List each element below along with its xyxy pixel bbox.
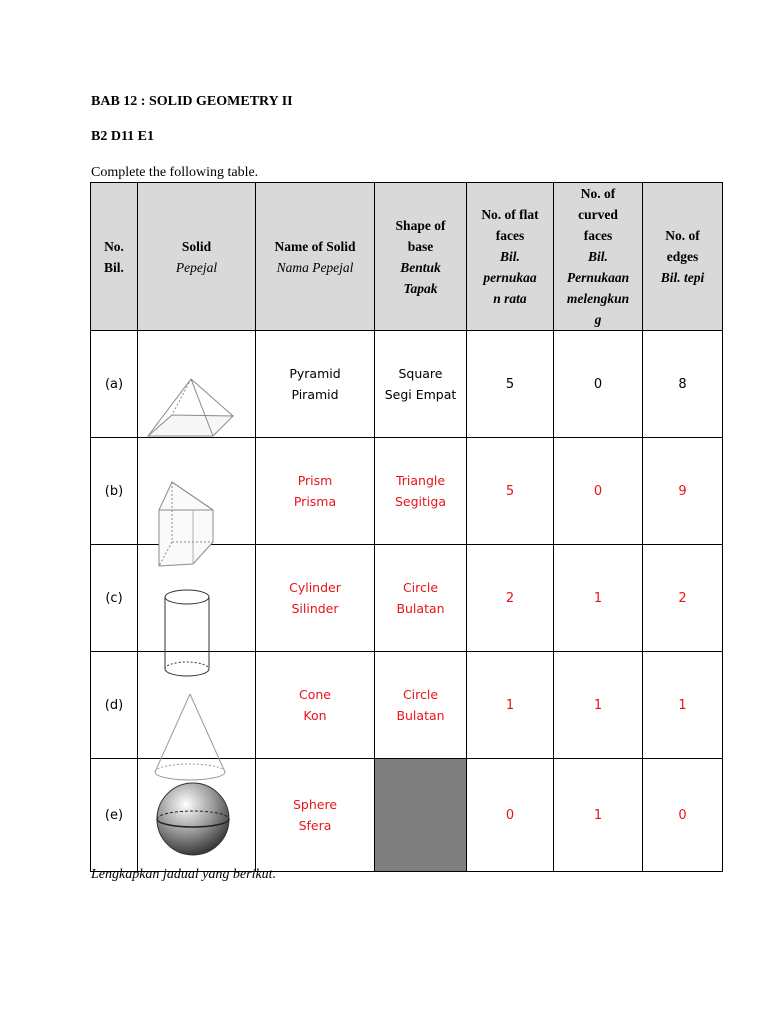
edges-value: 1 [643,652,723,759]
edges-value: 9 [643,438,723,545]
solid-cell [138,652,256,759]
base-shape: Square Segi Empat [375,331,467,438]
exercise-code: B2 D11 E1 [91,129,155,144]
row-label: (a) [91,331,138,438]
solids-table [90,182,723,872]
row-label: (e) [91,759,138,872]
solid-cell [138,331,256,438]
base-shape: Triangle Segitiga [375,438,467,545]
table-row [91,331,723,438]
curved-faces-value: 0 [554,438,643,545]
flat-faces-value: 5 [467,331,554,438]
base-shape: Circle Bulatan [375,652,467,759]
flat-faces-value: 1 [467,652,554,759]
solid-cell [138,438,256,545]
solid-cell [138,545,256,652]
chapter-title: BAB 12 : SOLID GEOMETRY II [91,94,293,109]
header-flat-faces: No. of flat faces Bil. pernukaa n rata [467,183,554,331]
instruction-english: Complete the following table. [91,165,259,180]
curved-faces-value: 1 [554,545,643,652]
pyramid-icon [138,331,256,438]
header-base: Shape of base Bentuk Tapak [375,183,467,331]
table-row [91,759,723,872]
header-no: No. Bil. [91,183,138,331]
base-shape-shaded [375,759,467,872]
edges-value: 0 [643,759,723,872]
table-row [91,652,723,759]
header-edges: No. of edges Bil. tepi [643,183,723,331]
prism-icon [138,438,256,545]
solid-name: Cone Kon [256,652,375,759]
flat-faces-value: 0 [467,759,554,872]
curved-faces-value: 1 [554,759,643,872]
cone-icon [138,652,256,759]
cylinder-icon [138,545,256,652]
curved-faces-value: 0 [554,331,643,438]
solid-name: Prism Prisma [256,438,375,545]
solid-name: Cylinder Silinder [256,545,375,652]
header-solid: Solid Pepejal [138,183,256,331]
table-row [91,545,723,652]
edges-value: 2 [643,545,723,652]
row-label: (b) [91,438,138,545]
solid-name: Sphere Sfera [256,759,375,872]
solid-cell [138,759,256,872]
row-label: (c) [91,545,138,652]
flat-faces-value: 5 [467,438,554,545]
header-row [91,183,723,331]
sphere-icon [138,759,256,872]
table-row [91,438,723,545]
solid-name: Pyramid Piramid [256,331,375,438]
header-name: Name of Solid Nama Pepejal [256,183,375,331]
curved-faces-value: 1 [554,652,643,759]
edges-value: 8 [643,331,723,438]
flat-faces-value: 2 [467,545,554,652]
header-curved-faces: No. of curved faces Bil. Pernukaan melengkun g [554,183,643,331]
row-label: (d) [91,652,138,759]
base-shape: Circle Bulatan [375,545,467,652]
instruction-malay: Lengkapkan jadual yang berikut. [91,867,277,882]
